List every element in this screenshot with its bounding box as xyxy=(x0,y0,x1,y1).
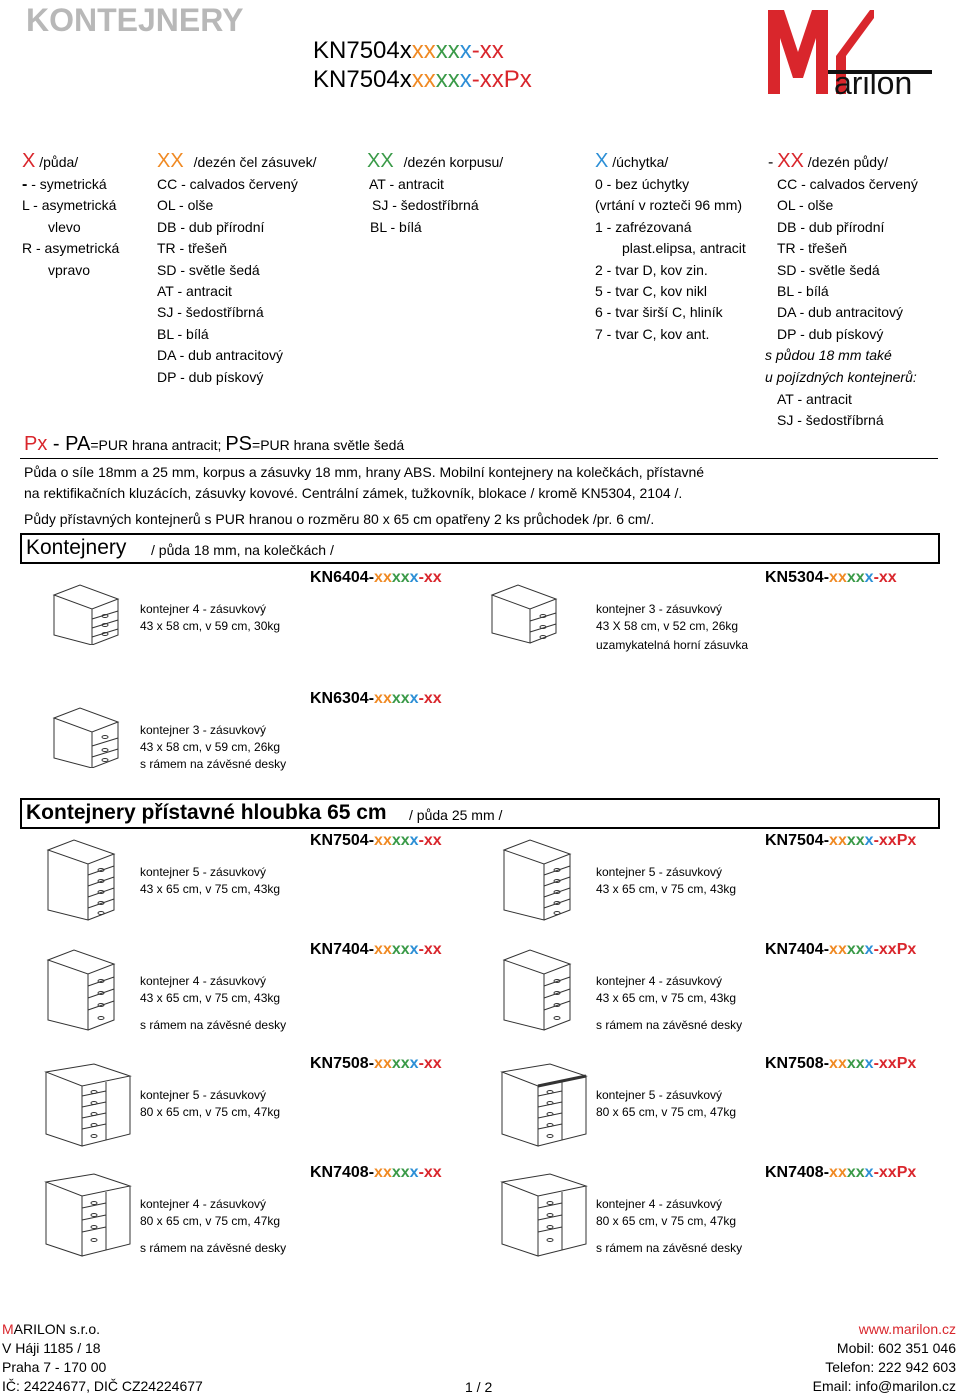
website-link[interactable]: www.marilon.cz xyxy=(858,1321,956,1337)
footer-contact: www.marilon.cz Mobil: 602 351 046 Telefon: 222 942 603 Email: info@marilon.cz xyxy=(812,1321,956,1394)
product-code-kn5304: KN5304-xxxxx-xx xyxy=(765,569,897,586)
cabinet-drawing-kn7508px xyxy=(500,1062,590,1148)
legend-col4: X /úchytka/ 0 - bez úchytky (vrtání v rozteči 96 mm) 1 - zafrézovaná plast.elipsa, antracit 2 - tvar D, kov zin. 5 - tvar C, kov nikl 6 - tvar širší C, hliník 7 - tvar C, kov ant. xyxy=(595,150,746,342)
product-code-kn7404: KN7404-xxxxx-xx xyxy=(310,941,442,958)
legend-col3: XX /dezén korpusu/ AT - antracit SJ - šedostříbrná BL - bílá xyxy=(367,150,504,235)
legend-col5: - XX /dezén půdy/ CC - calvados červený OL - olše DB - dub přírodní TR - třešeň SD - světle šedá BL - bílá DA - dub antracitový DP - dub pískový s půdou 18 mm také u pojízdných kontejnerů: AT - antracit SJ - šedostříbrná xyxy=(765,150,918,429)
product-code-kn7504px: KN7504-xxxxx-xxPx xyxy=(765,832,917,849)
divider xyxy=(20,458,938,459)
product-desc-kn7408: kontejner 4 - zásuvkový 80 x 65 cm, v 75 cm, 47kg s rámem na závěsné desky xyxy=(140,1197,287,1255)
legend-item: vpravo xyxy=(48,261,91,278)
legend-item: R - asymetrická xyxy=(22,240,120,257)
product-code-kn7508px: KN7508-xxxxx-xxPx xyxy=(765,1055,917,1072)
cabinet-drawing-kn7508 xyxy=(44,1062,134,1148)
product-desc-kn7504: kontejner 5 - zásuvkový 43 x 65 cm, v 75 cm, 43kg xyxy=(140,865,281,896)
product-code-line2: KN7504xxxxxx-xxPx xyxy=(313,66,532,93)
product-desc-kn5304: kontejner 3 - zásuvkový 43 X 58 cm, v 52 cm, 26kg uzamykatelná horní zásuvka xyxy=(596,602,749,652)
product-code-kn6304: KN6304-xxxxx-xx xyxy=(310,690,442,707)
product-desc-kn6304: kontejner 3 - zásuvkový 43 x 58 cm, v 59 cm, 26kg s rámem na závěsné desky xyxy=(140,723,287,771)
cabinet-drawing-kn7504 xyxy=(46,838,118,922)
cabinet-drawing-kn7408 xyxy=(44,1172,134,1258)
legend-col1: X /půda/ - - symetrická L - asymetrická vlevo R - asymetrická vpravo xyxy=(22,150,119,281)
footer-company: MARILON s.r.o. V Háji 1185 / 18 Praha 7 - 170 00 IČ: 24224677, DIČ CZ24224677 xyxy=(2,1321,203,1394)
px-legend: Px - PA=PUR hrana antracit; PS=PUR hrana světle šedá xyxy=(24,433,405,455)
product-desc-kn7404: kontejner 4 - zásuvkový 43 x 65 cm, v 75 cm, 43kg s rámem na závěsné desky xyxy=(140,974,287,1032)
product-desc-kn7508px: kontejner 5 - zásuvkový 80 x 65 cm, v 75 cm, 47kg xyxy=(596,1088,737,1119)
section-header-pristavne: Kontejnery přístavné hloubka 65 cm / půda 25 mm / xyxy=(20,798,940,829)
cabinet-drawing-kn6404 xyxy=(52,583,122,645)
page-number: 1 / 2 xyxy=(465,1379,493,1395)
product-code-kn7408px: KN7408-xxxxx-xxPx xyxy=(765,1164,917,1181)
legend-col2: XX /dezén čel zásuvek/ CC - calvados červený OL - olše DB - dub přírodní TR - třešeň SD - světle šedá AT - antracit SJ - šedostříbrná BL - bílá DA - dub antracitový DP - dub pískový xyxy=(157,150,317,385)
cabinet-drawing-kn5304 xyxy=(490,583,560,645)
email-link[interactable]: Email: info@marilon.cz xyxy=(812,1378,956,1394)
product-code-kn7404px: KN7404-xxxxx-xxPx xyxy=(765,941,917,958)
product-code-line1: KN7504xxxxxx-xx xyxy=(313,37,504,64)
legend-item: - - symetrická xyxy=(22,176,107,193)
svg-text:arilon: arilon xyxy=(834,65,913,98)
marilon-logo xyxy=(766,8,936,98)
cabinet-drawing-kn7404px xyxy=(502,948,574,1032)
product-desc-kn7504px: kontejner 5 - zásuvkový 43 x 65 cm, v 75 cm, 43kg xyxy=(596,865,737,896)
cabinet-drawing-kn6304 xyxy=(52,706,122,768)
product-code-kn7508: KN7508-xxxxx-xx xyxy=(310,1055,442,1072)
cabinet-drawing-kn7504px xyxy=(502,838,574,922)
product-desc-kn6404: kontejner 4 - zásuvkový 43 x 58 cm, v 59 cm, 30kg xyxy=(140,602,281,633)
legend-item: L - asymetrická xyxy=(22,197,117,214)
product-code-kn6404: KN6404-xxxxx-xx xyxy=(310,569,442,586)
product-desc-kn7508: kontejner 5 - zásuvkový 80 x 65 cm, v 75 cm, 47kg xyxy=(140,1088,281,1119)
legend-item: vlevo xyxy=(48,218,81,235)
product-desc-kn7408px: kontejner 4 - zásuvkový 80 x 65 cm, v 75 cm, 47kg s rámem na závěsné desky xyxy=(596,1197,743,1255)
product-code-kn7504: KN7504-xxxxx-xx xyxy=(310,832,442,849)
cabinet-drawing-kn7408px xyxy=(500,1172,590,1258)
product-code-kn7408: KN7408-xxxxx-xx xyxy=(310,1164,442,1181)
product-desc-kn7404px: kontejner 4 - zásuvkový 43 x 65 cm, v 75 cm, 43kg s rámem na závěsné desky xyxy=(596,974,743,1032)
section-header-kontejnery: Kontejnery / půda 18 mm, na kolečkách / xyxy=(20,533,940,564)
notes: Půda o síle 18mm a 25 mm, korpus a zásuvky 18 mm, hrany ABS. Mobilní kontejnery na kolečkách, přístavné na rektifikačních kluzácích, zásuvky kovové. Centrální zámek, tužkovník, blokace / kromě KN5304, 2104 /. Půdy přístavných kontejnerů s PUR hranou o rozměru 80 x 65 cm opatřeny 2 ks průchodek /pr. 6 cm/. xyxy=(24,464,705,527)
page-title: KONTEJNERY xyxy=(26,2,244,38)
cabinet-drawing-kn7404 xyxy=(46,948,118,1032)
